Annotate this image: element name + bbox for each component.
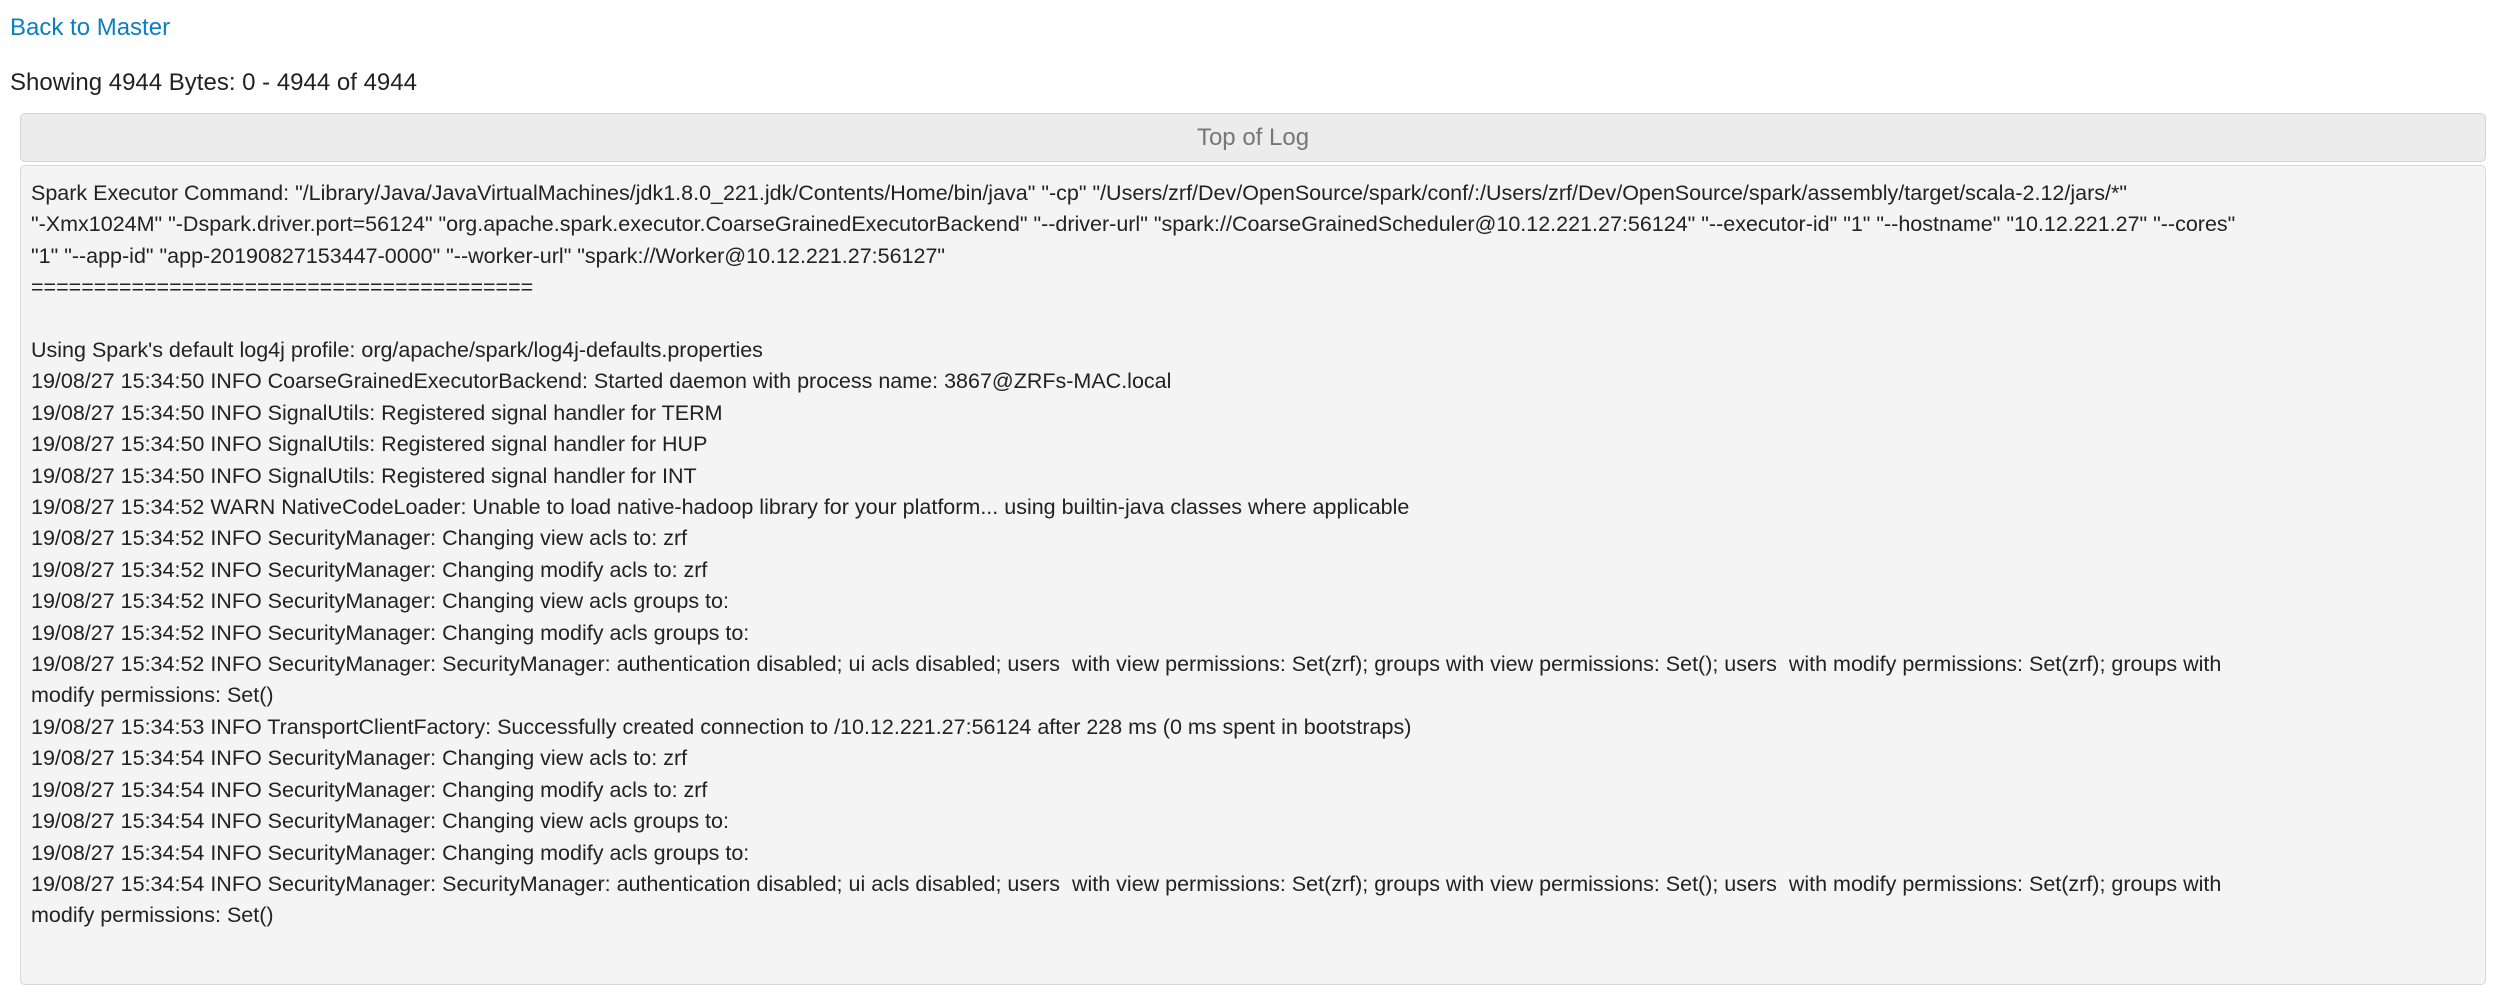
log-line: Using Spark's default log4j profile: org/apache/spark/log4j-defaults.properties [31, 338, 763, 363]
log-line: 19/08/27 15:34:50 INFO SignalUtils: Registered signal handler for INT [31, 463, 697, 488]
bytes-showing-status: Showing 4944 Bytes: 0 - 4944 of 4944 [10, 69, 417, 96]
log-line [31, 304, 2475, 335]
log-line: 19/08/27 15:34:52 INFO SecurityManager: Changing modify acls groups to: [31, 620, 756, 645]
log-line: 19/08/27 15:34:54 INFO SecurityManager: Changing modify acls to: zrf [31, 777, 708, 802]
log-line: 19/08/27 15:34:54 INFO SecurityManager: Changing modify acls groups to: [31, 840, 756, 865]
log-line: 19/08/27 15:34:52 INFO SecurityManager: Changing modify acls to: zrf [31, 557, 708, 582]
log-line: 19/08/27 15:34:50 INFO CoarseGrainedExecutorBackend: Started daemon with process name: 3867@ZRFs-MAC.local [31, 369, 1172, 394]
log-line: 19/08/27 15:34:50 INFO SignalUtils: Registered signal handler for TERM [31, 400, 723, 425]
log-line: 19/08/27 15:34:54 INFO SecurityManager: Changing view acls groups to: [31, 809, 735, 834]
back-to-master-link[interactable]: Back to Master [10, 14, 171, 41]
log-line: 19/08/27 15:34:53 INFO TransportClientFactory: Successfully created connection to /10.12.221.27:56124 after 228 ms (0 ms spent in bootstraps) [31, 714, 1412, 739]
log-line: 19/08/27 15:34:54 INFO SecurityManager: SecurityManager: authentication disabled; ui acls disabled; users with view permissions: Set(zrf); groups with view permissions: Set(); users with modify permissions: Set(zrf); groups with modify permissions: Set() [31, 871, 2222, 928]
log-line: Spark Executor Command: "/Library/Java/JavaVirtualMachines/jdk1.8.0_221.jdk/Contents/Home/bin/java" "-cp" "/Users/zrf/Dev/OpenSource/spark/conf/:/Users/zrf/Dev/OpenSource/spark/assembly/target/scala-2.12/jars/*" "-Xmx1024M" "-Dspark.driver.port=56124" "org.apache.spark.executor.CoarseGrainedExecutorBackend" "--driver-url" "spark://CoarseGrainedScheduler@10.12.221.27:56124" "--executor-id" "1" "--hostname" "10.12.221.27" "--cores" "1" "--app-id" "app-20190827153447-0000" "--worker-url" "spark://Worker@10.12.221.27:56127" [31, 181, 2236, 268]
log-line: 19/08/27 15:34:52 INFO SecurityManager: Changing view acls to: zrf [31, 526, 688, 551]
top-of-log-button[interactable]: Top of Log [20, 113, 2486, 162]
log-line: 19/08/27 15:34:52 WARN NativeCodeLoader: Unable to load native-hadoop library for your platform... using builtin-java classes where applicable [31, 495, 1410, 520]
log-line: 19/08/27 15:34:52 INFO SecurityManager: SecurityManager: authentication disabled; ui acls disabled; users with view permissions: Set(zrf); groups with view permissions: Set(); users with modify permissions: Set(zrf); groups with modify permissions: Set() [31, 652, 2222, 708]
log-line: 19/08/27 15:34:52 INFO SecurityManager: Changing view acls groups to: [31, 589, 735, 614]
log-line: ======================================== [31, 275, 534, 300]
log-line: 19/08/27 15:34:54 INFO SecurityManager: Changing view acls to: zrf [31, 746, 688, 771]
log-line: 19/08/27 15:34:50 INFO SignalUtils: Registered signal handler for HUP [31, 432, 708, 457]
log-content [20, 165, 2486, 985]
